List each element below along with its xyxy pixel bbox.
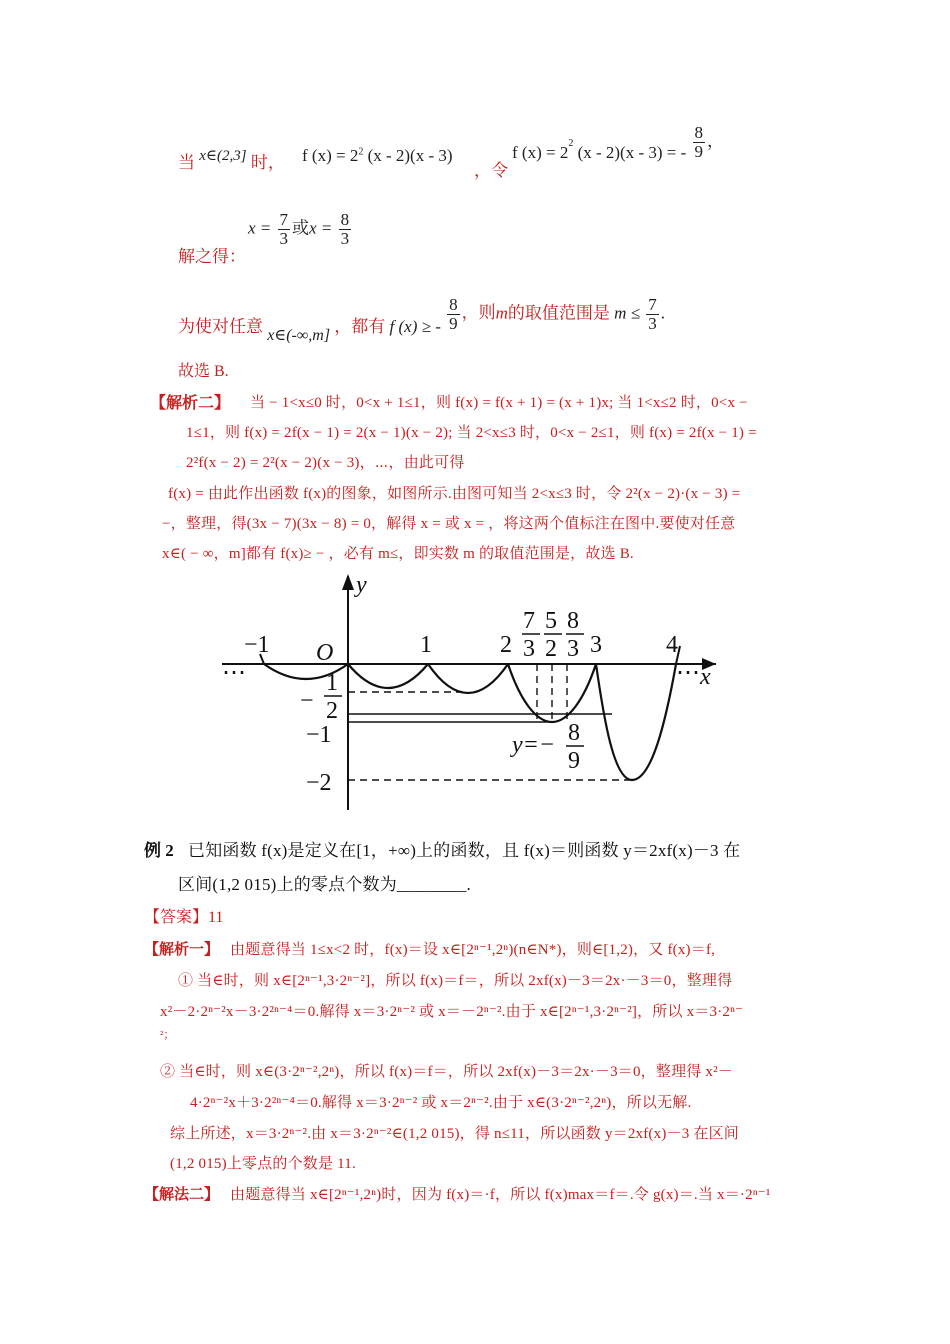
tick-5-2-num: 5	[545, 608, 557, 634]
frac-den: 3	[340, 228, 350, 248]
frac-den: 9	[449, 313, 458, 333]
y-neg-half-num: 1	[326, 670, 338, 696]
tick-8-3-den: 3	[567, 636, 579, 662]
text-have: ，都有	[334, 317, 386, 337]
solution-one-line-1: 由题意得当 1≤x<2 时，f(x)＝设 x∈[2ⁿ⁻¹,2ⁿ)(n∈N*)，则∈[1,2)，又 f(x)＝f,	[230, 942, 716, 958]
var-m: m	[495, 303, 508, 323]
tick-neg1: −1	[244, 632, 270, 658]
sol-x1: x =	[248, 218, 272, 238]
axis-label-x: x	[700, 664, 711, 690]
y-neg1: −1	[306, 722, 332, 748]
text-when: 当	[178, 153, 195, 172]
analysis-two-line-5: −，整理，得(3x − 7)(3x − 8) = 0，解得 x = 或 x = ，将这两个值标注在图中.要使对任意	[162, 516, 736, 532]
text-solve: 解之得：	[178, 247, 246, 266]
text-range-is: 的取值范围是	[507, 303, 610, 323]
comma: ，	[707, 131, 725, 151]
line-label-num: 8	[568, 720, 580, 746]
solution-one-line-5: ② 当∈时，则 x∈(3·2ⁿ⁻²,2ⁿ)，所以 f(x)＝f＝，所以 2xf(x)－3＝2x·－3＝0，整理得 x²－	[160, 1064, 734, 1080]
frac-num: 8	[694, 123, 704, 142]
example-2-question-1: 已知函数 f(x)是定义在[1，+∞)上的函数，且 f(x)＝则函数 y＝2xf(x)－3 在	[188, 841, 741, 860]
solution-one-line-2: ① 当∈时，则 x∈[2ⁿ⁻¹,3·2ⁿ⁻²]，所以 f(x)＝f＝，所以 2xf(x)－3＝2x·－3＝0，整理得	[178, 973, 733, 989]
curve-1-2	[428, 664, 508, 693]
analysis-two-line-6: x∈( − ∞，m]都有 f(x)≥ − ，必有 m≤，即实数 m 的取值范围是，故选 B.	[162, 546, 634, 562]
formula-fx-1-rest: (x - 2)(x - 3)	[363, 146, 453, 165]
solution-two-label: 【解法二】	[144, 1187, 220, 1203]
answer-value: 11	[208, 909, 224, 926]
y-axis-arrow	[342, 574, 354, 590]
solution-one-line-6: 4·2ⁿ⁻²x＋3·2²ⁿ⁻⁴＝0.解得 x＝3·2ⁿ⁻² 或 x＝2ⁿ⁻².由于 x∈(3·2ⁿ⁻²,2ⁿ)，所以无解.	[190, 1095, 692, 1111]
period: .	[660, 303, 666, 323]
solution-one-line-7: 综上所述，x＝3·2ⁿ⁻².由 x＝3·2ⁿ⁻²∈(1,2 015)，得 n≤11，所以函数 y＝2xf(x)－3 在区间	[170, 1126, 739, 1142]
tick-7-3-den: 3	[523, 636, 535, 662]
origin-label: O	[316, 640, 334, 666]
solution-one-label: 【解析一】	[144, 942, 220, 958]
line-label-y: y=−	[512, 732, 556, 758]
axis-label-y: y	[356, 572, 367, 598]
analysis-two-line-3: 2²f(x − 2) = 2²(x − 2)(x − 3)，⋯，由此可得	[186, 455, 465, 471]
solution-one-line-4: ²；	[160, 1029, 175, 1041]
formula-fx-eq-rest: (x - 2)(x - 3) = -	[573, 143, 687, 163]
answer-line	[144, 904, 223, 927]
analysis-two-line-1: 当 − 1<x≤0 时，0<x + 1≤1，则 f(x) = f(x + 1) = (x + 1)x; 当 1<x≤2 时，0<x −	[250, 395, 748, 411]
analysis-two-line-2: 1≤1，则 f(x) = 2f(x − 1) = 2(x − 1)(x − 2); 当 2<x≤3 时，0<x − 2≤1，则 f(x) = 2f(x − 1) =	[186, 425, 757, 441]
curve-0-1	[348, 664, 428, 688]
set-neg-inf-m: x∈(-∞,m]	[267, 327, 331, 345]
example-2-question-2: 区间(1,2 015)上的零点个数为________.	[178, 875, 471, 894]
frac-num: 7	[279, 210, 289, 229]
frac-den: 9	[694, 141, 704, 161]
tick-3: 3	[590, 632, 602, 658]
text-for-any: 为使对任意	[178, 317, 263, 337]
sol-x2: x =	[309, 218, 333, 238]
interval-2-3: x∈(2,3]	[199, 148, 247, 164]
text-or: 或	[292, 218, 310, 238]
frac-den: 3	[648, 313, 657, 333]
solution-one-line-3: x²－2·2ⁿ⁻²x－3·2²ⁿ⁻⁴＝0.解得 x＝3·2ⁿ⁻² 或 x＝－2ⁿ⁻².由于 x∈[2ⁿ⁻¹,3·2ⁿ⁻²]，所以 x＝3·2ⁿ⁻	[160, 1004, 744, 1020]
result-m: m ≤	[614, 303, 641, 323]
ineq-fx: f (x) ≥ -	[389, 317, 441, 337]
y-neg-half-sign: −	[300, 688, 314, 714]
choose-b: 故选 B.	[178, 363, 229, 380]
text-shi: 时，	[250, 153, 285, 172]
frac-den: 3	[279, 228, 289, 248]
frac-num: 8	[340, 210, 350, 229]
answer-label: 【答案】	[144, 909, 209, 926]
dots-right: ⋯	[676, 660, 700, 686]
tick-1: 1	[420, 632, 432, 658]
analysis-two-label: 【解析二】	[150, 395, 231, 412]
text-then: ，则	[461, 303, 496, 323]
curve-3-4	[596, 664, 676, 780]
tick-2: 2	[500, 632, 512, 658]
frac-num: 7	[648, 295, 657, 314]
frac-num: 8	[449, 295, 458, 314]
solution-one-line-8: (1,2 015)上零点的个数是 11.	[170, 1156, 356, 1172]
tick-8-3-num: 8	[567, 608, 579, 634]
formula-fx-eq-exp: 2	[568, 137, 574, 149]
tick-5-2-den: 2	[545, 636, 557, 662]
formula-fx-1-head: f (x) = 2	[302, 146, 359, 165]
analysis-two-line-4: f(x) = 由此作出函数 f(x)的图象，如图所示.由图可知当 2<x≤3 时，令 2²(x − 2)·(x − 3) =	[168, 486, 741, 502]
solution-two-line-1: 由题意得当 x∈[2ⁿ⁻¹,2ⁿ)时，因为 f(x)＝·f，所以 f(x)max＝f＝.令 g(x)＝.当 x＝·2ⁿ⁻¹	[230, 1187, 771, 1203]
formula-fx-eq-head: f (x) = 2	[512, 143, 569, 163]
text-ling: ，令	[474, 161, 508, 180]
y-neg-half-den: 2	[326, 698, 338, 724]
tick-7-3-num: 7	[523, 608, 535, 634]
y-neg2: −2	[306, 770, 332, 796]
line-label-den: 9	[568, 748, 580, 774]
dots-left: ⋯	[222, 660, 246, 686]
tick-4: 4	[666, 632, 678, 658]
example-2-label: 例 2	[144, 841, 174, 860]
formula-fx-1-exp: 2	[358, 146, 364, 158]
